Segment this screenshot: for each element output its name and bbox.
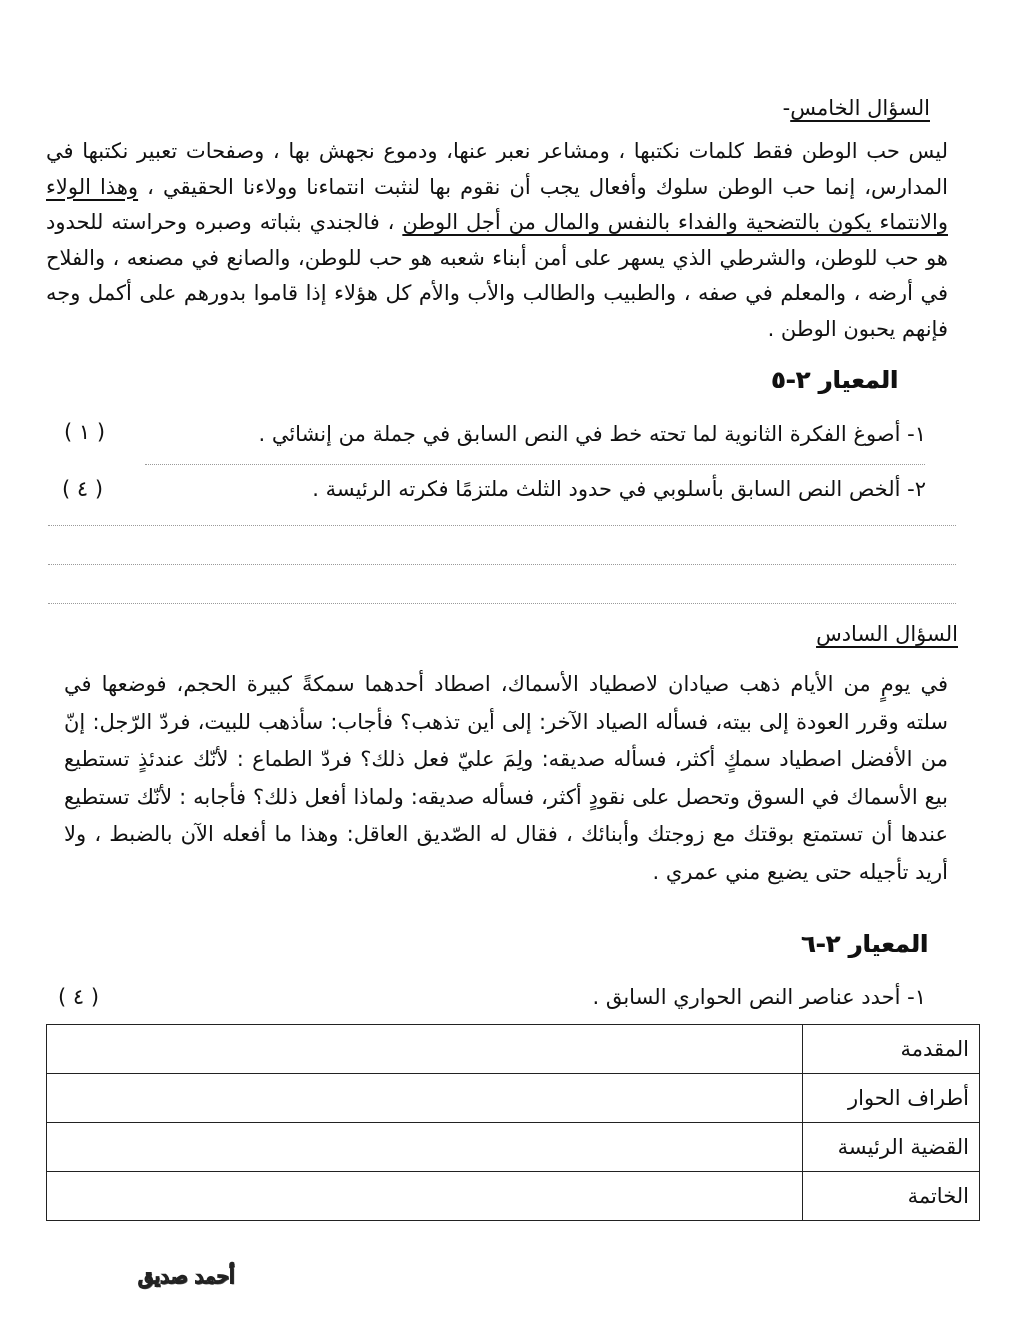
table-row: [47, 1172, 980, 1221]
task-2-text: ٢- ألخص النص السابق بأسلوبي في حدود الثلث ملتزمًا فكرته الرئيسة .: [312, 477, 926, 501]
question-6-passage: في يومٍ من الأيام ذهب صيادان لاصطياد الأسماك، اصطاد أحدهما سمكةً كبيرة الحجم، فوضعها في سلته وقرر العودة إلى بيته، فسأله الصياد الآخر: إلى أين تذهب؟ فأجاب: سأذهب للبيت، فردّ الرّجل: إنّ من الأفضل اصطياد سمكٍ أكثر، فسأله صديقه: ولِمَ عليّ فعل ذلك؟ فردّ الطماع : لأنّك عندئذٍ تستطيع بيع الأسماك في السوق وتحصل على نقودٍ أكثر، فسأله صديقه: ولماذا أفعل ذلك؟ فأجابه : لأنّك تستطيع عندها أن تستمتع بوقتك مع زوجتك وأبنائك ، فقال له الصّديق العاقل: وهذا ما أفعله الآن بالضبط ، ولا أريد تأجيله حتى يضيع مني عمري .: [64, 672, 948, 884]
dialogue-elements-table: [46, 1024, 980, 1221]
table-row: [47, 1025, 980, 1074]
question-6-title: السؤال السادس: [816, 622, 958, 646]
row-label: الخاتمة: [803, 1172, 980, 1221]
question-5-title-suffix: -: [782, 96, 791, 120]
passage-part-a: ليس حب الوطن فقط كلمات نكتبها ، ومشاعر نعبر عنها، ودموع نجهش بها ، وصفحات تعبير نكتبها في المدارس، إنما حب الوطن سلوك وأفعال يجب أن نقوم بها لنثبت انتماءنا وولاءنا الحقيقي ،: [46, 139, 948, 199]
teacher-signature: أحمد صديق: [138, 1264, 235, 1288]
answer-line-4[interactable]: [48, 603, 956, 604]
standard-2-6-heading: المعيار ٢-٦: [800, 930, 928, 958]
row-label: أطراف الحوار: [803, 1074, 980, 1123]
table-row: [47, 1074, 980, 1123]
answer-cell[interactable]: [47, 1074, 803, 1123]
task-1-score: ( ١ ): [64, 420, 106, 444]
answer-line-2[interactable]: [48, 525, 956, 526]
task-2-score: ( ٤ ): [62, 477, 104, 501]
question-5-title-text: السؤال الخامس: [790, 96, 930, 120]
underlined-idea: وهذا الولاء والانتماء يكون بالتضحية والفداء بالنفس والمال من أجل الوطن: [46, 174, 948, 234]
row-label: المقدمة: [803, 1025, 980, 1074]
question-5-title: [783, 96, 930, 120]
task-3-score: ( ٤ ): [58, 985, 100, 1009]
question-5-passage: [46, 134, 948, 347]
table-row: [47, 1123, 980, 1172]
passage-part-b: ، فالجندي بثباته وصبره وحراسته للحدود هو حب للوطن، والشرطي الذي يسهر على أمن أبناء شعبه هو حب للوطن، والصانع في مصنعه ، والفلاح في أرضه ، والمعلم في صفه ، والطبيب والطالب والأب والأم كل هؤلاء إذا قاموا بدورهم على أكمل وجه فإنهم يحبون الوطن .: [46, 210, 948, 341]
row-label: القضية الرئيسة: [803, 1123, 980, 1172]
answer-cell[interactable]: [47, 1172, 803, 1221]
answer-cell[interactable]: [47, 1025, 803, 1074]
answer-cell[interactable]: [47, 1123, 803, 1172]
task-3-text: ١- أحدد عناصر النص الحواري السابق .: [592, 985, 926, 1009]
standard-2-5-heading: المعيار ٢-٥: [770, 366, 898, 394]
answer-line-3[interactable]: [48, 564, 956, 565]
task-1-text: ١- أصوغ الفكرة الثانوية لما تحته خط في النص السابق في جملة من إنشائي .: [258, 422, 926, 446]
answer-line-1[interactable]: [145, 464, 925, 465]
